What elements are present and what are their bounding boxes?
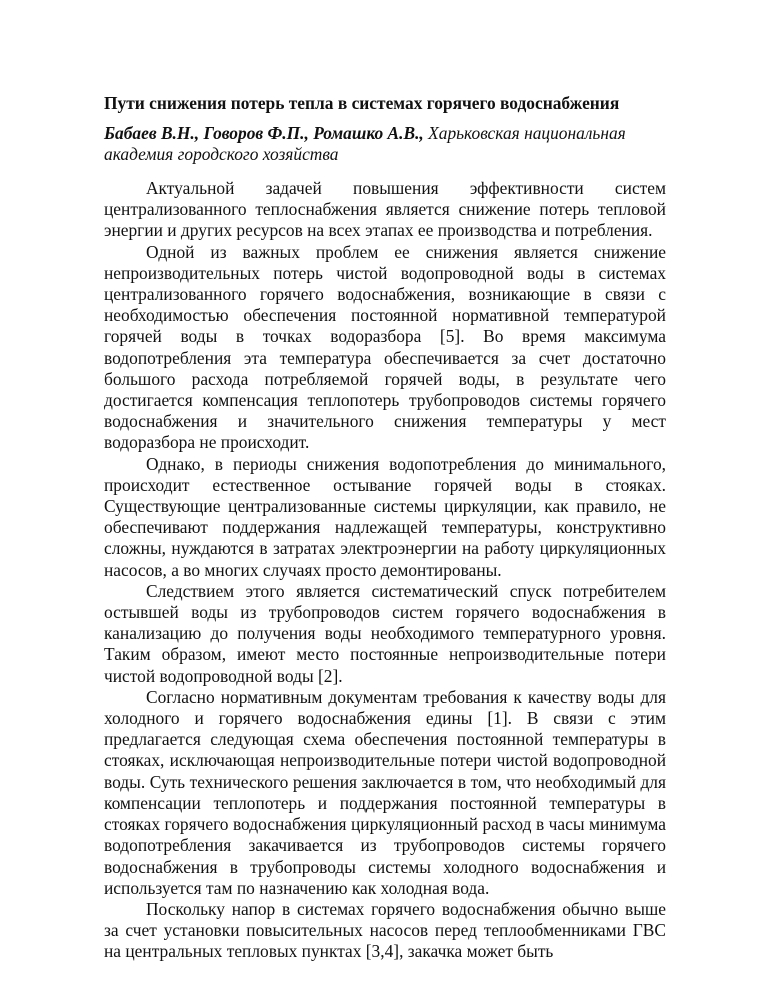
authors: Бабаев В.Н., Говоров Ф.П., Ромашко А.В., (104, 123, 424, 143)
article (104, 92, 666, 963)
paragraph: Согласно нормативным документам требования к качеству воды для холодного и горячего водоснабжения едины [1]. В связи с этим предлагается следующая схема обеспечения постоянной температуры в стояках, исключающая непроизводительные потери чистой водопроводной воды. Суть технического решения заключается в том, что необходимый для компенсации теплопотерь и поддержания постоянной температуры в стояках горячего водоснабжения циркуляционный расход в часы минимума водопотребления закачивается из трубопроводов системы горячего водоснабжения в трубопроводы системы холодного водоснабжения и используется там по назначению как холодная вода. (104, 686, 666, 898)
paragraph: Одной из важных проблем ее снижения является снижение непроизводительных потерь чистой водопроводной воды в системах централизованного горячего водоснабжения, возникающие в связи с необходимостью обеспечения постоянной нормативной температурой горячей воды в точках водоразбора [5]. Во время максимума водопотребления эта температура обеспечивается за счет достаточно большого расхода потребляемой горячей воды, в результате чего достигается компенсация теплопотерь трубопроводов системы горячего водоснабжения и значительного снижения температуры у мест водоразбора не происходит. (104, 241, 666, 453)
paragraph: Следствием этого является систематический спуск потребителем остывшей воды из трубопроводов систем горячего водоснабжения в канализацию до получения воды необходимого температурного уровня. Таким образом, имеют место постоянные непроизводительные потери чистой водопроводной воды [2]. (104, 580, 666, 686)
paragraph: Поскольку напор в системах горячего водоснабжения обычно выше за счет установки повысительных насосов перед теплообменниками ГВС на центральных тепловых пунктах [3,4], закачка может быть (104, 898, 666, 962)
paragraph: Однако, в периоды снижения водопотребления до минимального, происходит естественное остывание горячей воды в стояках. Существующие централизованные системы циркуляции, как правило, не обеспечивают поддержания надлежащей температуры, конструктивно сложны, нуждаются в затратах электроэнергии на работу циркуляционных насосов, а во многих случаях просто демонтированы. (104, 453, 666, 580)
byline (104, 123, 666, 165)
paragraph: Актуальной задачей повышения эффективности систем централизованного теплоснабжения является снижение потерь тепловой энергии и других ресурсов на всех этапах ее производства и потребления. (104, 178, 666, 241)
affiliation: Харьковская национальная академия городского хозяйства (104, 123, 626, 164)
article-title: Пути снижения потерь тепла в системах горячего водоснабжения (104, 93, 620, 113)
